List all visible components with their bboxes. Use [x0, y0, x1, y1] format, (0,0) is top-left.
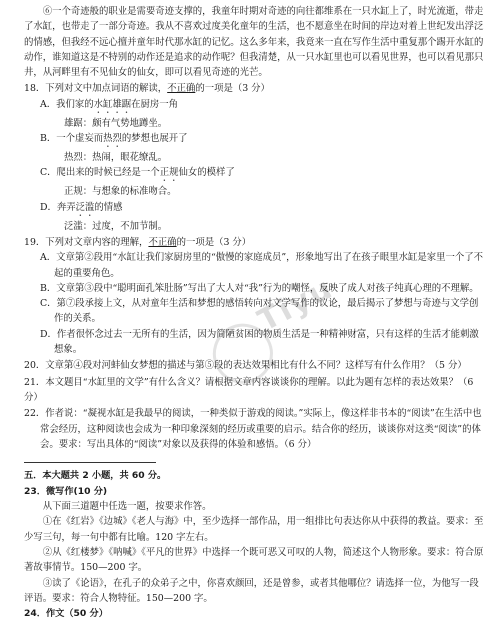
question-22: 22．作者说：“凝视水缸是我最早的阅读，一种类似于游戏的阅读。”实际上，像这样非书本的“阅读”在生活中也常会经历，这种阅读也会成为一种印象深刻的经历或重要的启示。结合你的经历，谈谈你对这类“阅读”的体会。要求：写出具体的“阅读”对象以及获得的体验和感悟。（6 分） [24, 408, 482, 450]
question-18-option-b: B．一个虚妄而热烈的梦想也展开了 [40, 133, 188, 145]
question-19-stem: 19．下列对文章内容的理解，不正确的一项是（3 分） [24, 236, 252, 248]
question-23-title: 23．微写作(10 分) [24, 485, 108, 497]
question-19-option-b: B．文章第③段中“聪明面孔笨肚肠”写出了大人对“我”行为的嘲怪，反映了成人对孩子纯真心理的不理解。 [40, 282, 479, 294]
question-23-option-1: ①在《红岩》《边城》《老人与海》中，至少选择一部作品，用一组排比句表达你从中获得的教益。要求：至少写三句，每一句中都有比喻。120 字左右。 [24, 516, 484, 543]
question-18-option-d: D．奔弄泛滥的情感 [40, 201, 123, 213]
question-18-option-c: C．爬出来的时候已经是一个正规仙女的模样了 [40, 167, 235, 179]
question-18-note-b: 热烈：热闹，眼花缭乱。 [64, 152, 168, 164]
question-19-option-a: A．文章第②段用“水缸让我们家厨房里的“傲慢的家庭成员”，形象地写出了在孩子眼里水缸是家里一个了不起的重要角色。 [40, 252, 484, 279]
question-24-title: 24．作文（50 分） [24, 608, 108, 620]
exam-page [24, 4, 486, 621]
question-19 [24, 235, 486, 357]
question-18-stem: 18．下列对文中加点词语的解读，不正确的一项是（3 分） [24, 83, 270, 95]
watermark-text: Tiyu [252, 270, 340, 339]
question-19-option-c: C．第⑦段承接上文，从对童年生活和梦想的感悟转向对文学写作的议论，最后揭示了梦想与奇迹与文学创作的关系。 [40, 298, 479, 325]
answer-line[interactable] [24, 452, 156, 463]
section-5-heading: 五．本大题共 2 小题，共 60 分。 [24, 470, 167, 482]
question-18-option-a: A．我们家的水缸雄踞在厨房一角 [40, 98, 179, 110]
question-23-option-2: ②从《红楼梦》《呐喊》《平凡的世界》中选择一个既可恶又可叹的人物，简述这个人物形象。要求：符合原著故事情节。150—200 字。 [24, 546, 484, 574]
passage-paragraph-6: ⑥一个奇迹般的职业是需要奇迹支撑的，我童年时期对奇迹的向往都维系在一只水缸上了，时光流逝，带走了水缸，也带走了一部分奇迹。我从不喜欢过度美化童年的生活，也不愿意坐在时间的岸边对着上世纪发出浮泛的情感，但我经不远心擅并童年时代那水缸的记忆。这么多年来，我竟来一直在写作生活中重复那个踢开水缸的动作，谁知道这是不特别的动作还是追求的动作呢？但我清楚，从一只水缸里也可以看见世界，也可以看见那只井，从河畔里有不见仙女的仙女，即可以看见奇迹的光芒。 [24, 6, 484, 79]
question-18-note-d: 泛滥：过度，不加节制。 [64, 220, 168, 232]
question-21: 21．本文题目“水缸里的文学”有什么含义？请根据文章内容谈谈你的理解。以此为题有怎样的表达效果？（6 分） [24, 376, 474, 403]
question-19-option-d: D．作者很怀念过去一无所有的生活，因为简陋贫困的物质生活是一种精神财富，只有这样的生活才能刺激想象。 [40, 328, 479, 356]
answer-blank [24, 452, 486, 468]
question-18-note-c: 正规：与想象的标准吻合。 [64, 186, 177, 198]
question-18 [24, 81, 486, 233]
question-20: 20．文章第④段对河蚌仙女梦想的描述与第⑤段的表达效果相比有什么不同？这样写有什么作用？（5 分） [24, 360, 467, 372]
question-23-intro: 从下面三道题中任选一题，按要求作答。 [42, 501, 212, 513]
question-23 [24, 484, 486, 606]
question-18-note-a: 雄踞：颇有气势地蹲坐。 [64, 117, 168, 129]
question-23-option-3: ③读了《论语》，在孔子的众弟子之中，你喜欢颜回，还是曾参，或者其他哪位？请选择一位，为他写一段评语。要求：符合人物特征。150—200 字。 [24, 577, 479, 604]
